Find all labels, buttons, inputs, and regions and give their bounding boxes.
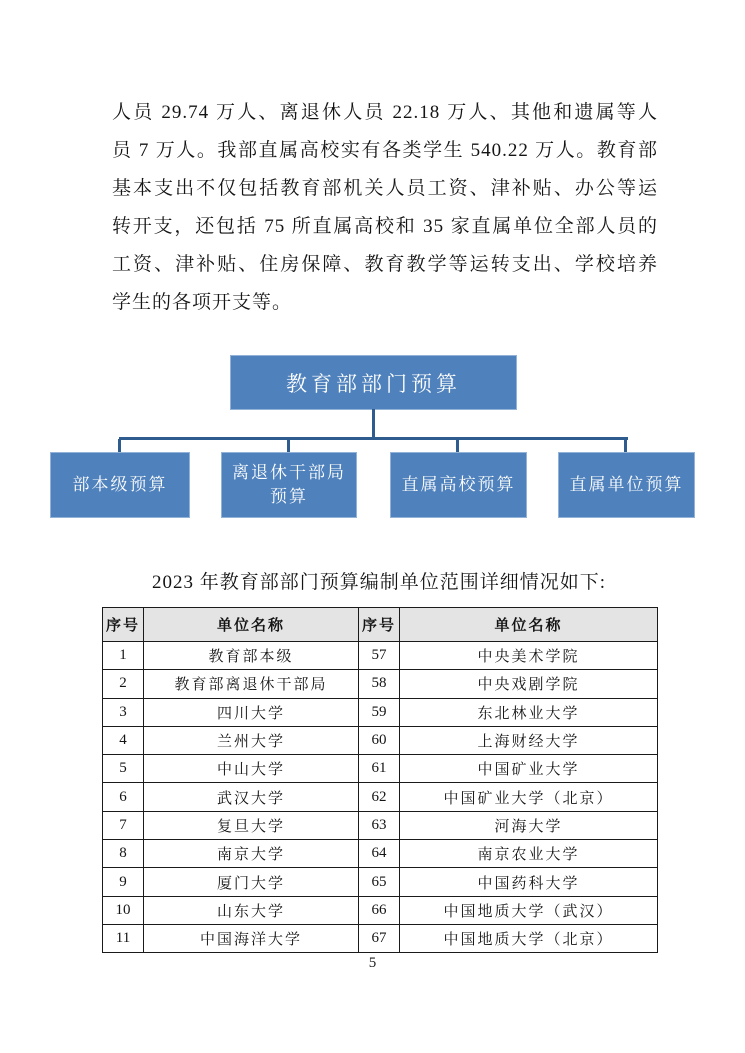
cell-index: 64 bbox=[359, 840, 400, 868]
cell-index: 60 bbox=[359, 726, 400, 754]
intro-line-2: 员 7 万人。我部直属高校实有各类学生 540.22 万人。教育部 bbox=[112, 140, 658, 161]
cell-unit: 东北林业大学 bbox=[400, 698, 658, 726]
cell-unit: 教育部离退休干部局 bbox=[144, 670, 359, 698]
table-row bbox=[103, 642, 658, 670]
org-chart-child-label-4: 直属单位预算 bbox=[569, 475, 684, 494]
cell-index: 8 bbox=[103, 840, 144, 868]
table-row bbox=[103, 783, 658, 811]
cell-index: 62 bbox=[359, 783, 400, 811]
cell-unit: 中山大学 bbox=[144, 755, 359, 783]
cell-index: 10 bbox=[103, 896, 144, 924]
connector-drop-3 bbox=[456, 439, 459, 453]
cell-index: 11 bbox=[103, 924, 144, 952]
org-chart-child-box-2 bbox=[221, 452, 357, 518]
org-chart-root-label: 教育部部门预算 bbox=[286, 371, 461, 396]
table-row bbox=[103, 755, 658, 783]
org-chart-child-label-2: 离退休干部局预算 bbox=[232, 463, 346, 506]
header-name-left: 单位名称 bbox=[144, 608, 359, 642]
header-index-right: 序号 bbox=[359, 608, 400, 642]
cell-unit: 河海大学 bbox=[400, 811, 658, 839]
cell-unit: 教育部本级 bbox=[144, 642, 359, 670]
connector-drop-1 bbox=[118, 439, 121, 453]
connector-drop-4 bbox=[624, 439, 627, 453]
table-row bbox=[103, 840, 658, 868]
table-row bbox=[103, 811, 658, 839]
org-chart-child-box-4 bbox=[558, 452, 695, 518]
org-chart-child-box-1 bbox=[50, 452, 190, 518]
cell-unit: 中央戏剧学院 bbox=[400, 670, 658, 698]
intro-line-3: 基本支出不仅包括教育部机关人员工资、津补贴、办公等运 bbox=[112, 178, 658, 199]
table-row bbox=[103, 698, 658, 726]
cell-unit: 中国药科大学 bbox=[400, 868, 658, 896]
cell-unit: 南京农业大学 bbox=[400, 840, 658, 868]
cell-index: 3 bbox=[103, 698, 144, 726]
cell-index: 1 bbox=[103, 642, 144, 670]
cell-index: 61 bbox=[359, 755, 400, 783]
budget-units-table bbox=[102, 607, 658, 953]
cell-unit: 中国矿业大学 bbox=[400, 755, 658, 783]
cell-unit: 中国海洋大学 bbox=[144, 924, 359, 952]
table-header-row bbox=[103, 608, 658, 642]
cell-unit: 中央美术学院 bbox=[400, 642, 658, 670]
cell-unit: 兰州大学 bbox=[144, 726, 359, 754]
cell-index: 5 bbox=[103, 755, 144, 783]
intro-line-5: 工资、津补贴、住房保障、教育教学等运转支出、学校培养 bbox=[112, 254, 658, 275]
cell-index: 59 bbox=[359, 698, 400, 726]
intro-line-4: 转开支，还包括 75 所直属高校和 35 家直属单位全部人员的 bbox=[112, 216, 658, 237]
cell-unit: 中国矿业大学（北京） bbox=[400, 783, 658, 811]
cell-index: 66 bbox=[359, 896, 400, 924]
cell-index: 65 bbox=[359, 868, 400, 896]
cell-unit: 山东大学 bbox=[144, 896, 359, 924]
cell-index: 7 bbox=[103, 811, 144, 839]
intro-line-1: 人员 29.74 万人、离退休人员 22.18 万人、其他和遗属等人 bbox=[112, 102, 658, 123]
cell-unit: 武汉大学 bbox=[144, 783, 359, 811]
intro-line-6: 学生的各项开支等。 bbox=[112, 292, 293, 313]
cell-unit: 厦门大学 bbox=[144, 868, 359, 896]
connector-root-stub bbox=[372, 409, 375, 438]
cell-unit: 南京大学 bbox=[144, 840, 359, 868]
page-number: 5 bbox=[368, 955, 377, 971]
cell-unit: 上海财经大学 bbox=[400, 726, 658, 754]
table-row bbox=[103, 726, 658, 754]
table-caption: 2023 年教育部部门预算编制单位范围详细情况如下: bbox=[152, 572, 607, 593]
table-row bbox=[103, 924, 658, 952]
cell-index: 4 bbox=[103, 726, 144, 754]
cell-unit: 中国地质大学（北京） bbox=[400, 924, 658, 952]
org-chart-child-box-3 bbox=[390, 452, 527, 518]
cell-unit: 四川大学 bbox=[144, 698, 359, 726]
header-index-left: 序号 bbox=[103, 608, 144, 642]
connector-drop-2 bbox=[287, 439, 290, 453]
header-name-right: 单位名称 bbox=[400, 608, 658, 642]
cell-index: 2 bbox=[103, 670, 144, 698]
cell-index: 58 bbox=[359, 670, 400, 698]
table-row bbox=[103, 896, 658, 924]
org-chart-root-box bbox=[230, 355, 517, 410]
cell-unit: 复旦大学 bbox=[144, 811, 359, 839]
cell-index: 6 bbox=[103, 783, 144, 811]
cell-index: 9 bbox=[103, 868, 144, 896]
cell-index: 63 bbox=[359, 811, 400, 839]
cell-index: 67 bbox=[359, 924, 400, 952]
table-row bbox=[103, 670, 658, 698]
connector-horizontal-line bbox=[119, 437, 628, 440]
org-chart-child-label-3: 直属高校预算 bbox=[401, 475, 516, 494]
org-chart-child-label-1: 部本级预算 bbox=[72, 475, 168, 494]
cell-index: 57 bbox=[359, 642, 400, 670]
cell-unit: 中国地质大学（武汉） bbox=[400, 896, 658, 924]
table-row bbox=[103, 868, 658, 896]
